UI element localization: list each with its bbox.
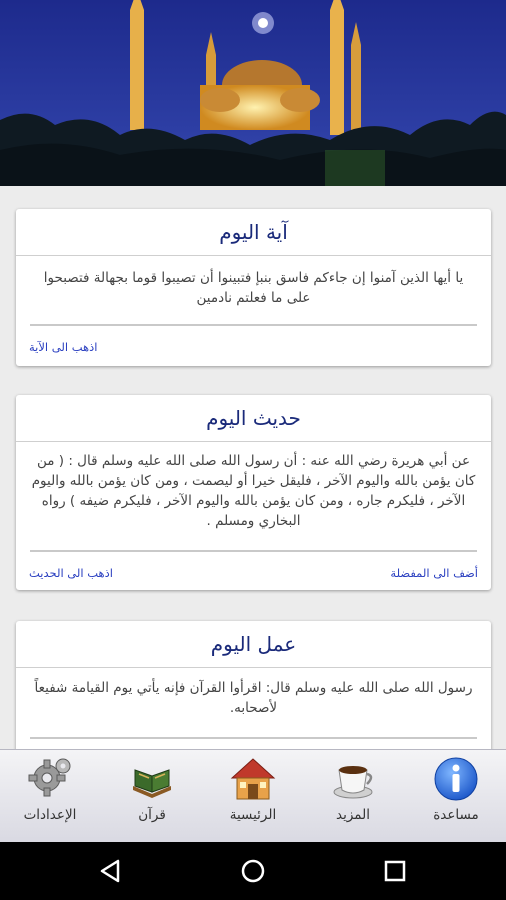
card-title: حديث اليوم [16, 395, 491, 442]
quran-book-icon [129, 756, 175, 802]
house-icon [230, 756, 276, 802]
card-text: رسول الله صلى الله عليه وسلم قال: اقرأوا القرآن فإنه يأتي يوم القيامة شفيعاً لأصحابه. [34, 680, 473, 716]
verse-of-day-card [16, 209, 491, 366]
content-area[interactable] [0, 186, 506, 749]
hadith-of-day-card [16, 395, 491, 590]
nav-quran[interactable] [102, 750, 202, 843]
card-title: عمل اليوم [16, 621, 491, 668]
nav-more[interactable] [303, 750, 403, 843]
card-text: يا أيها الذين آمنوا إن جاءكم فاسق بنبإ فتبينوا أن تصيبوا قوما بجهالة فتصبحوا على ما فعلتم نادمين [43, 270, 464, 306]
nav-label: قرآن [138, 807, 166, 823]
header-mosque-image [0, 0, 506, 186]
nav-label: الرئيسية [229, 807, 277, 823]
card-title: آية اليوم [16, 209, 491, 256]
home-circle-icon[interactable] [237, 855, 269, 887]
info-icon [433, 756, 479, 802]
nav-label: المزيد [336, 807, 370, 823]
divider [30, 737, 477, 739]
go-to-hadith-link[interactable]: اذهب الى الحديث [29, 566, 113, 580]
card-text: عن أبي هريرة رضي الله عنه : أن رسول الله صلى الله عليه وسلم قال : ( من كان يؤمن بالله واليوم الآخر ، فليقل خيرا أو ليصمت ، ومن كان يؤمن بالله واليوم الآخر ، فليكرم جاره ، ومن كان يؤمن بالله واليوم الآخر ، فليكرم ضيفه ) رواه البخاري ومسلم . [31, 453, 476, 529]
back-triangle-icon[interactable] [96, 855, 128, 887]
nav-settings[interactable] [0, 750, 100, 843]
coffee-cup-icon [330, 756, 376, 802]
recents-square-icon[interactable] [379, 855, 411, 887]
gear-icon [27, 756, 73, 802]
add-to-favorites-link[interactable]: أضف الى المفضلة [390, 566, 478, 580]
nav-label: الإعدادات [23, 807, 77, 823]
deed-of-day-card [16, 621, 491, 749]
nav-help[interactable] [406, 750, 506, 843]
go-to-verse-link[interactable]: اذهب الى الآية [29, 340, 98, 354]
divider [30, 550, 477, 552]
bottom-navigation [0, 749, 506, 843]
nav-home[interactable] [203, 750, 303, 843]
system-navigation-bar [0, 842, 506, 900]
nav-label: مساعدة [433, 807, 479, 823]
divider [30, 324, 477, 326]
